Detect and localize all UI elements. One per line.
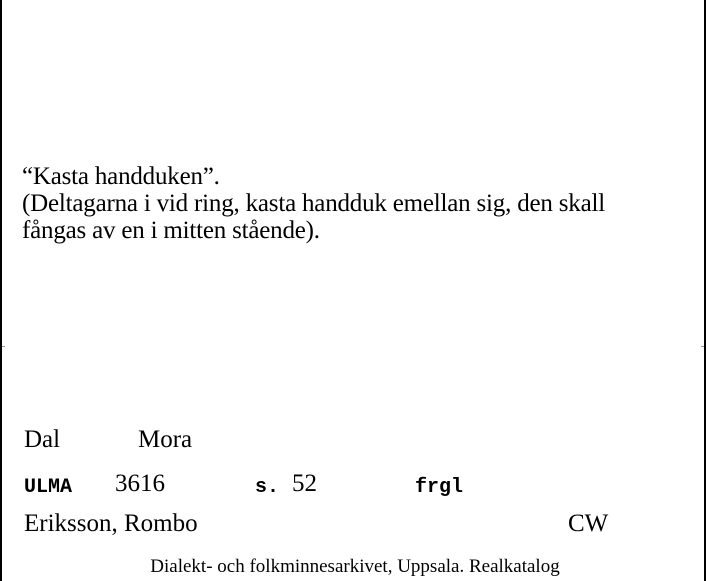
page-label: s. (255, 476, 280, 499)
type-code: frgl (415, 476, 464, 499)
record-description-line-2: fångas av en i mitten stående). (22, 217, 320, 244)
record-title: “Kasta handduken”. (22, 163, 220, 190)
collector-name: Eriksson, Rombo (24, 510, 198, 537)
collector-initials: CW (568, 510, 609, 537)
province-label: Dal (24, 426, 61, 453)
institution-footer: Dialekt- och folkminnesarkivet, Uppsala. Realkatalog (150, 556, 560, 577)
record-text (22, 163, 692, 244)
card-edge-mark-right (701, 346, 704, 347)
record-description-line-1: (Deltagarna i vid ring, kasta handduk emellan sig, den skall (22, 190, 605, 217)
parish-label: Mora (138, 426, 193, 453)
page-number: 52 (292, 470, 317, 497)
card-edge-mark-left (2, 346, 5, 347)
record-number: 3616 (115, 470, 165, 497)
archive-code: ULMA (24, 476, 73, 499)
